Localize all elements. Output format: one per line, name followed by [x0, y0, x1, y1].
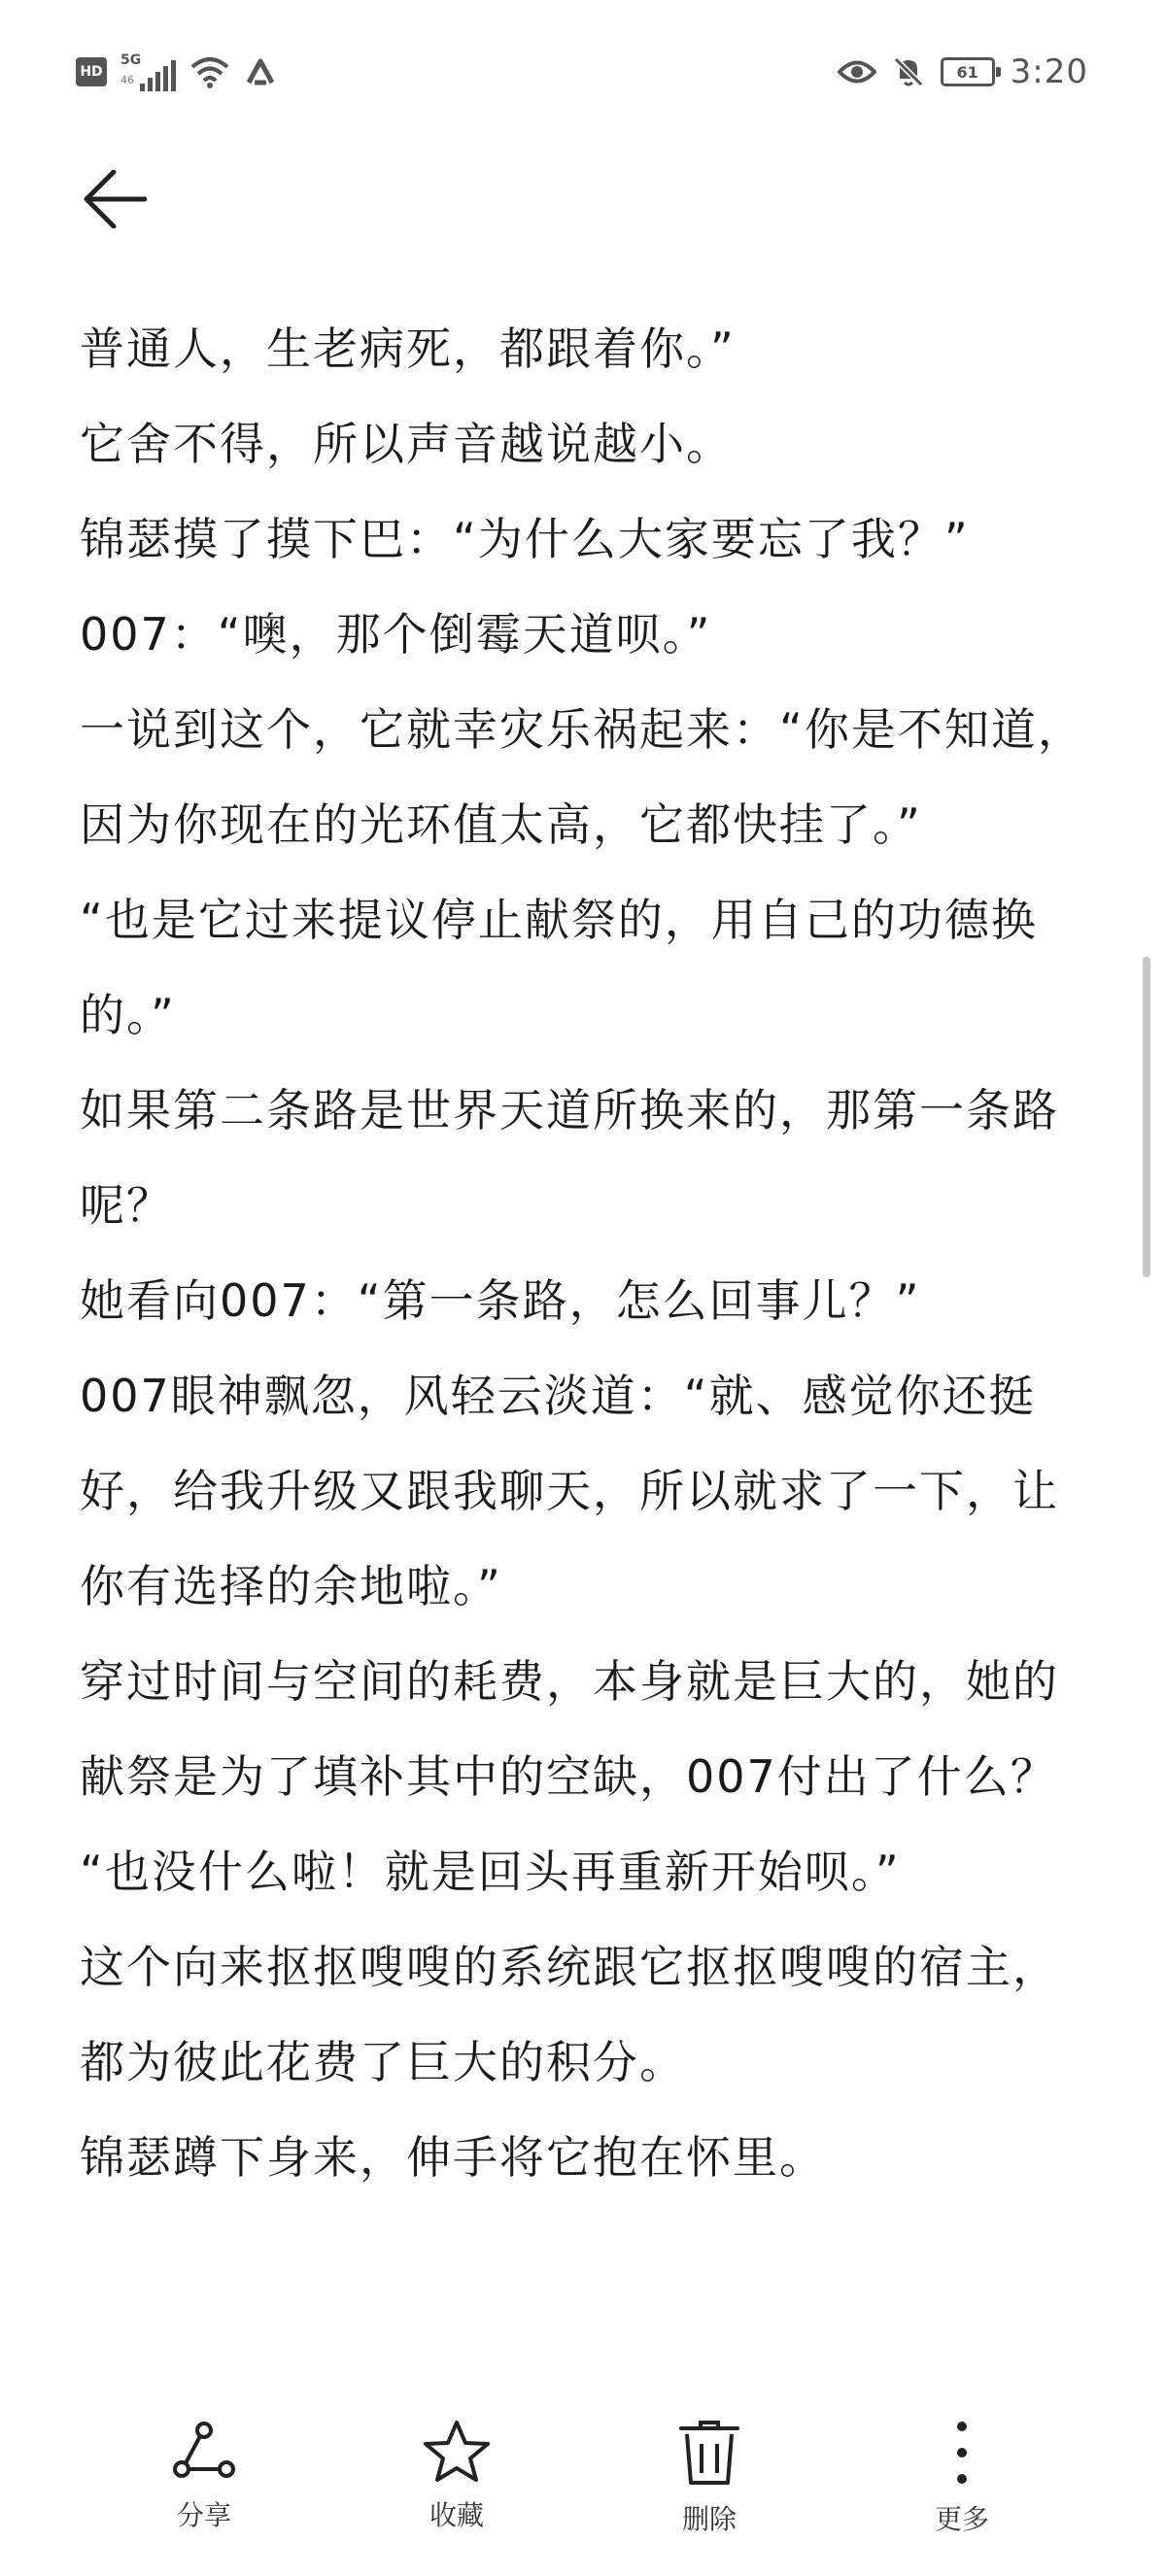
share-label: 分享 [176, 2499, 231, 2531]
paragraph: 007眼神飘忽，风轻云淡道：“就、感觉你还挺好，给我升级又跟我聊天，所以就求了一下，让你有选择的余地啦。” [80, 1370, 1059, 1612]
clock: 3:20 [1010, 52, 1088, 91]
more-label: 更多 [934, 2503, 989, 2535]
arrow-left-icon [83, 170, 147, 228]
paragraph: “也没什么啦！就是回头再重新开始呗。” [80, 1846, 901, 1898]
more-button[interactable] [865, 2401, 1059, 2537]
delete-label: 删除 [681, 2503, 737, 2535]
network-type: 5G [120, 52, 142, 68]
paragraph: “也是它过来提议停止献祭的，用自己的功德换的。” [80, 894, 1038, 1041]
favorite-button[interactable] [360, 2401, 554, 2533]
status-right [838, 52, 1088, 91]
network-sub: 46 [120, 74, 134, 86]
paragraph: 锦瑟摸了摸下巴：“为什么大家要忘了我？” [80, 513, 970, 565]
paragraph: 一说到这个，它就幸灾乐祸起来：“你是不知道，因为你现在的光环值太高，它都快挂了。” [80, 703, 1084, 851]
paragraph: 如果第二条路是世界天道所换来的，那第一条路呢？ [80, 1084, 1059, 1232]
status-left [76, 52, 278, 91]
mute-bell-icon [892, 55, 925, 88]
eye-icon [838, 57, 876, 86]
share-icon [172, 2419, 236, 2483]
back-button[interactable] [76, 160, 154, 238]
share-button[interactable] [107, 2401, 301, 2533]
paragraph: 这个向来抠抠嗖嗖的系统跟它抠抠嗖嗖的宿主，都为彼此花费了巨大的积分。 [80, 1941, 1059, 2088]
article-content [80, 301, 1100, 2205]
bottom-action-bar [0, 2401, 1166, 2576]
paragraph: 它舍不得，所以声音越说越小。 [80, 418, 733, 470]
scrollbar-thumb[interactable] [1143, 957, 1150, 1277]
wifi-icon [190, 55, 229, 88]
battery-icon: 61 [941, 57, 995, 86]
trash-icon [677, 2419, 741, 2487]
cellular-signal-icon [120, 52, 177, 91]
more-vertical-icon [947, 2419, 977, 2487]
paragraph: 她看向007：“第一条路，怎么回事儿？” [80, 1274, 921, 1327]
delete-button[interactable] [612, 2401, 806, 2537]
paragraph: 穿过时间与空间的耗费，本身就是巨大的，她的献祭是为了填补其中的空缺，007付出了什么？ [80, 1655, 1059, 1803]
favorite-label: 收藏 [429, 2499, 484, 2531]
paragraph: 007：“噢，那个倒霉天道呗。” [80, 608, 712, 661]
hd-badge: HD [76, 57, 107, 86]
paragraph: 普通人，生老病死，都跟着你。” [80, 322, 736, 375]
paragraph: 锦瑟蹲下身来，伸手将它抱在怀里。 [80, 2131, 826, 2184]
star-icon [423, 2419, 491, 2483]
status-bar [0, 0, 1166, 146]
nfc-icon [243, 55, 278, 88]
